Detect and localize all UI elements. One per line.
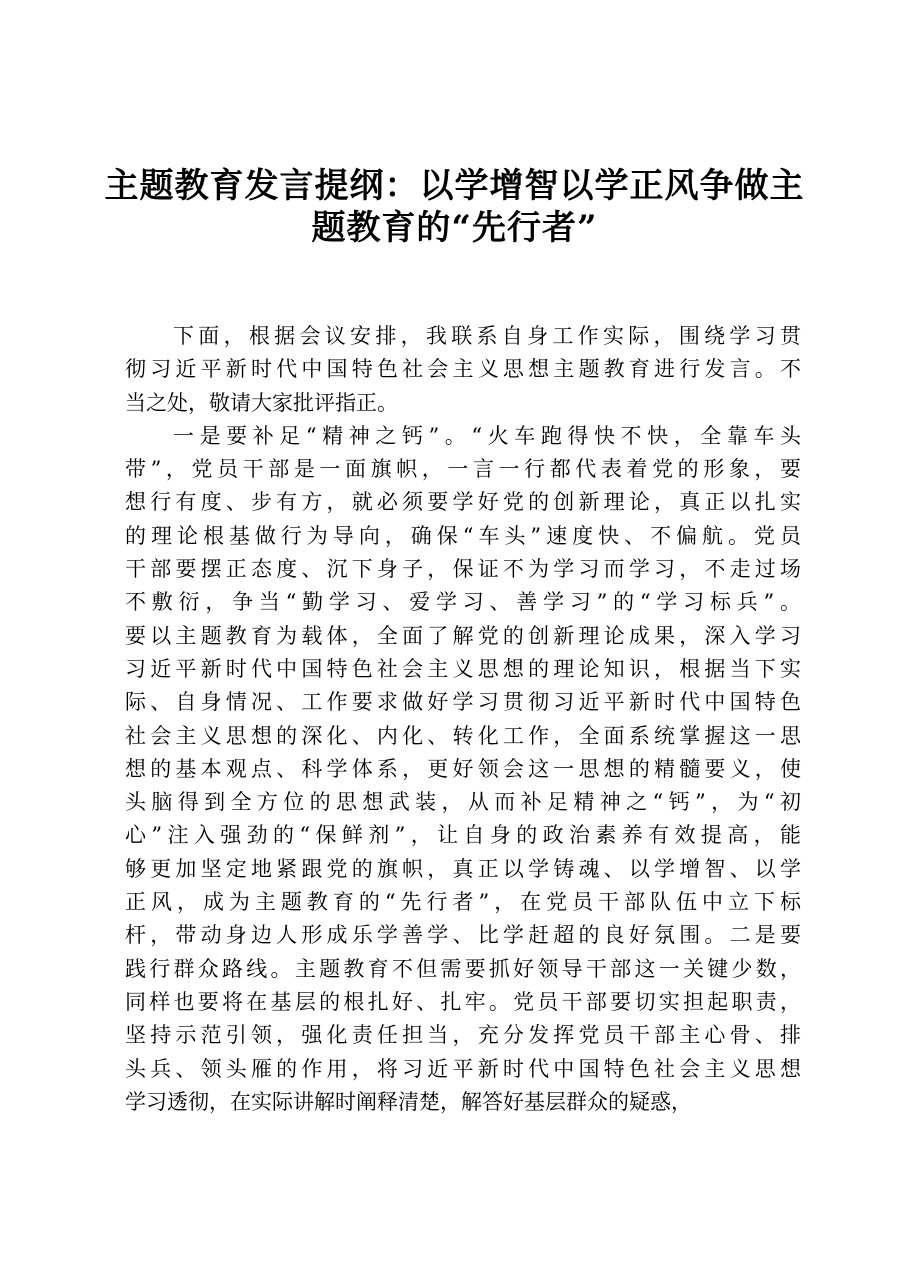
text-line: 够更加坚定地紧跟党的旗帜，真正以学铸魂、以学增智、以学 <box>125 856 801 881</box>
text-line: 彻习近平新时代中国特色社会主义思想主题教育进行发言。不 <box>125 357 801 382</box>
paragraph-2 <box>125 420 801 1119</box>
text-line: 心”注入强劲的“保鲜剂”，让自身的政治素养有效提高，能 <box>125 823 801 848</box>
text-line: 正风，成为主题教育的“先行者”，在党员干部队伍中立下标 <box>125 890 801 915</box>
text-line: 的理论根基做行为导向，确保“车头”速度快、不偏航。党员 <box>125 523 801 548</box>
text-line: 当之处，敬请大家批评指正。 <box>125 390 398 415</box>
text-line: 想的基本观点、科学体系，更好领会这一思想的精髓要义，使 <box>125 756 801 781</box>
text-line: 不敷衍，争当“勤学习、爱学习、善学习”的“学习标兵”。 <box>125 590 801 615</box>
paragraph-1 <box>125 320 801 420</box>
text-line: 想行有度、步有方，就必须要学好党的创新理论，真正以扎实 <box>125 490 801 515</box>
text-line: 头脑得到全方位的思想武装，从而补足精神之“钙”，为“初 <box>125 790 801 815</box>
text-line: 际、自身情况、工作要求做好学习贯彻习近平新时代中国特色 <box>125 690 801 715</box>
document-body <box>125 320 801 1119</box>
document-title-line-2: 题教育的“先行者” <box>311 208 598 248</box>
text-line: 学习透彻，在实际讲解时阐释清楚，解答好基层群众的疑惑， <box>125 1089 692 1114</box>
text-line: 坚持示范引领，强化责任担当，充分发挥党员干部主心骨、排 <box>125 1023 801 1048</box>
text-line: 杆，带动身边人形成乐学善学、比学赶超的良好氛围。二是要 <box>125 923 801 948</box>
text-line: 带”，党员干部是一面旗帜，一言一行都代表着党的形象，要 <box>125 457 801 482</box>
document-title-line-1: 主题教育发言提纲：以学增智以学正风争做主 <box>104 166 805 206</box>
text-line: 要以主题教育为载体，全面了解党的创新理论成果，深入学习 <box>125 623 801 648</box>
text-line: 践行群众路线。主题教育不但需要抓好领导干部这一关键少数， <box>125 956 801 981</box>
text-line: 一是要补足“精神之钙”。“火车跑得快不快，全靠车头 <box>173 423 801 448</box>
text-line: 同样也要将在基层的根扎好、扎牢。党员干部要切实担起职责， <box>125 989 801 1014</box>
text-line: 社会主义思想的深化、内化、转化工作，全面系统掌握这一思 <box>125 723 801 748</box>
text-line: 习近平新时代中国特色社会主义思想的理论知识，根据当下实 <box>125 656 801 681</box>
text-line: 干部要摆正态度、沉下身子，保证不为学习而学习，不走过场 <box>125 557 801 582</box>
text-line: 头兵、领头雁的作用，将习近平新时代中国特色社会主义思想 <box>125 1056 801 1081</box>
text-line: 下面，根据会议安排，我联系自身工作实际，围绕学习贯 <box>173 324 801 348</box>
